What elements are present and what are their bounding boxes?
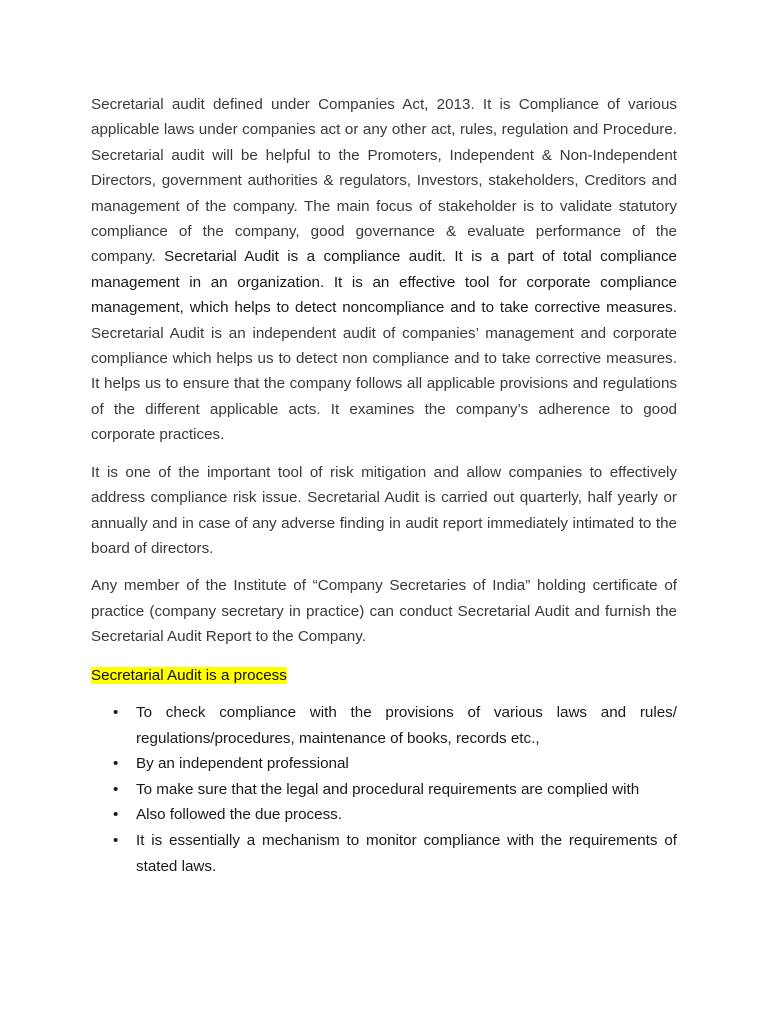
intro-paragraph [91,92,677,448]
intro-text-end: Secretarial Audit is an independent audit of companies’ management and corporate compliance which helps us to detect non compliance and to take corrective measures. It helps us to ensure that the company follows all applicable provisions and regulations of the different applicable acts. It examines the company’s adherence to good corporate practices. [91,324,677,444]
bullet-icon: • [113,831,119,849]
bullet-icon: • [113,703,119,721]
list-item [91,777,677,803]
list-item [91,828,677,879]
eligibility-paragraph: Any member of the Institute of “Company Secretaries of India” holding certificate of practice (company secretary in practice) can conduct Secretarial Audit and furnish the Secretarial Audit Report to the Company. [91,577,677,646]
process-heading-text: Secretarial Audit is a process [91,666,287,684]
process-heading [91,663,677,688]
bullet-icon: • [113,755,119,773]
intro-text-start: Secretarial audit defined under Companies Act, 2013. It is Compliance of various applicable laws under companies act or any other act, rules, regulation and Procedure. Secretarial audit will be helpful to the Promoters, Independent & Non-Independent Directors, government authorities & regulators, Investors, stakeholders, Creditors and management of the company. The main focus of stakeholder is to validate statutory compliance of the company, good governance & evaluate performance of the company. [91,96,677,266]
list-item-text: To check compliance with the provisions of various laws and rules/ regulations/procedures, maintenance of books, records etc., [136,703,677,747]
process-bullet-list [91,700,677,879]
list-item-text: To make sure that the legal and procedural requirements are complied with [136,780,640,798]
list-item [91,751,677,777]
list-item [91,802,677,828]
list-item-text: By an independent professional [136,755,349,773]
intro-text-emphasis: Secretarial Audit is a compliance audit. It is a part of total compliance management in an organization. It is an effective tool for corporate compliance management, which helps to detect noncompliance and to take corrective measures. [91,248,677,317]
risk-mitigation-paragraph: It is one of the important tool of risk mitigation and allow companies to effectively address compliance risk issue. Secretarial Audit is carried out quarterly, half yearly or annually and in case of any adverse finding in audit report immediately intimated to the board of directors. [91,463,677,557]
list-item-text: Also followed the due process. [136,806,342,824]
list-item [91,700,677,751]
bullet-icon: • [113,806,119,824]
list-item-text: It is essentially a mechanism to monitor compliance with the requirements of stated laws. [136,831,677,875]
bullet-icon: • [113,780,119,798]
